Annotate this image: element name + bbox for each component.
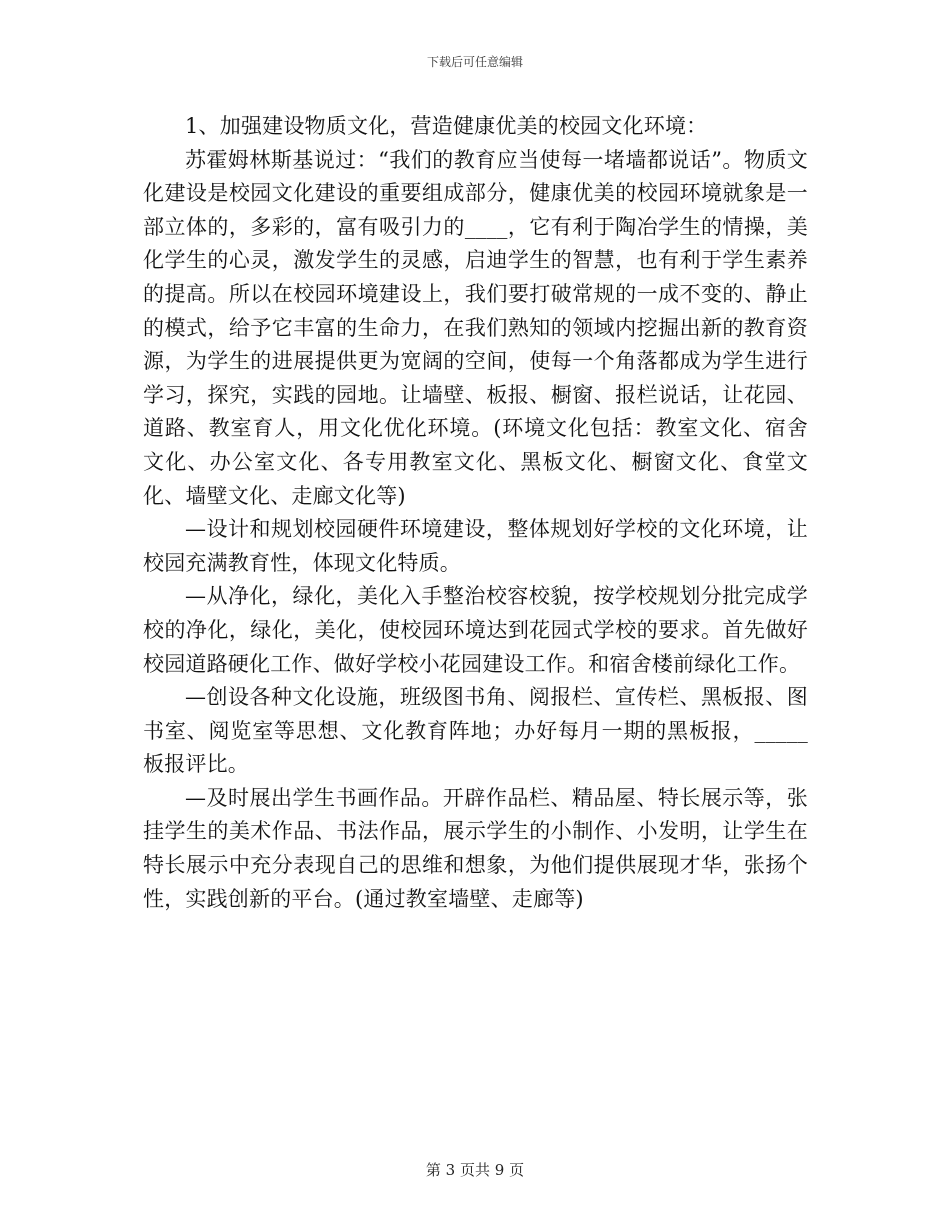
document-body — [143, 110, 808, 916]
paragraph-sukhomlinsky-quote: 苏霍姆林斯基说过：“我们的教育应当使每一堵墙都说话”。物质文化建设是校园文化建设的重要组成部分，健康优美的校园环境就象是一部立体的，多彩的，富有吸引力的____，它有利于陶冶学生的情操，美化学生的心灵，激发学生的灵感，启迪学生的智慧，也有利于学生素养的提高。所以在校园环境建设上，我们要打破常规的一成不变的、静止的模式，给予它丰富的生命力，在我们熟知的领域内挖掘出新的教育资源，为学生的进展提供更为宽阔的空间，使每一个角落都成为学生进行学习，探究，实践的园地。让墙壁、板报、橱窗、报栏说话，让花园、道路、教室育人，用文化优化环境。(环境文化包括：教室文化、宿舍文化、办公室文化、各专用教室文化、黑板文化、橱窗文化、食堂文化、墙壁文化、走廊文化等) — [143, 147, 808, 508]
paragraph-student-works: —及时展出学生书画作品。开辟作品栏、精品屋、特长展示等，张挂学生的美术作品、书法作品，展示学生的小制作、小发明，让学生在特长展示中充分表现自己的思维和想象，为他们提供展现才华，张扬个性，实践创新的平台。(通过教室墙壁、走廊等) — [143, 785, 808, 911]
paragraph-greening: —从净化，绿化，美化入手整治校容校貌，按学校规划分批完成学校的净化，绿化，美化，使校园环境达到花园式学校的要求。首先做好校园道路硬化工作、做好学校小花园建设工作。和宿舍楼前绿化工作。 — [143, 584, 808, 676]
paragraph-planning: —设计和规划校园硬件环境建设，整体规划好学校的文化环境，让校园充满教育性，体现文化特质。 — [143, 517, 808, 575]
page-number: 第 3 页共 9 页 — [425, 1161, 525, 1179]
paragraph-facilities: —创设各种文化设施，班级图书角、阅报栏、宣传栏、黑板报、图书室、阅览室等思想、文化教育阵地；办好每月一期的黑板报，_____板报评比。 — [143, 685, 808, 777]
section-heading: 1、加强建设物质文化，营造健康优美的校园文化环境： — [185, 114, 708, 138]
page-header: 下载后可任意编辑 — [426, 55, 523, 69]
